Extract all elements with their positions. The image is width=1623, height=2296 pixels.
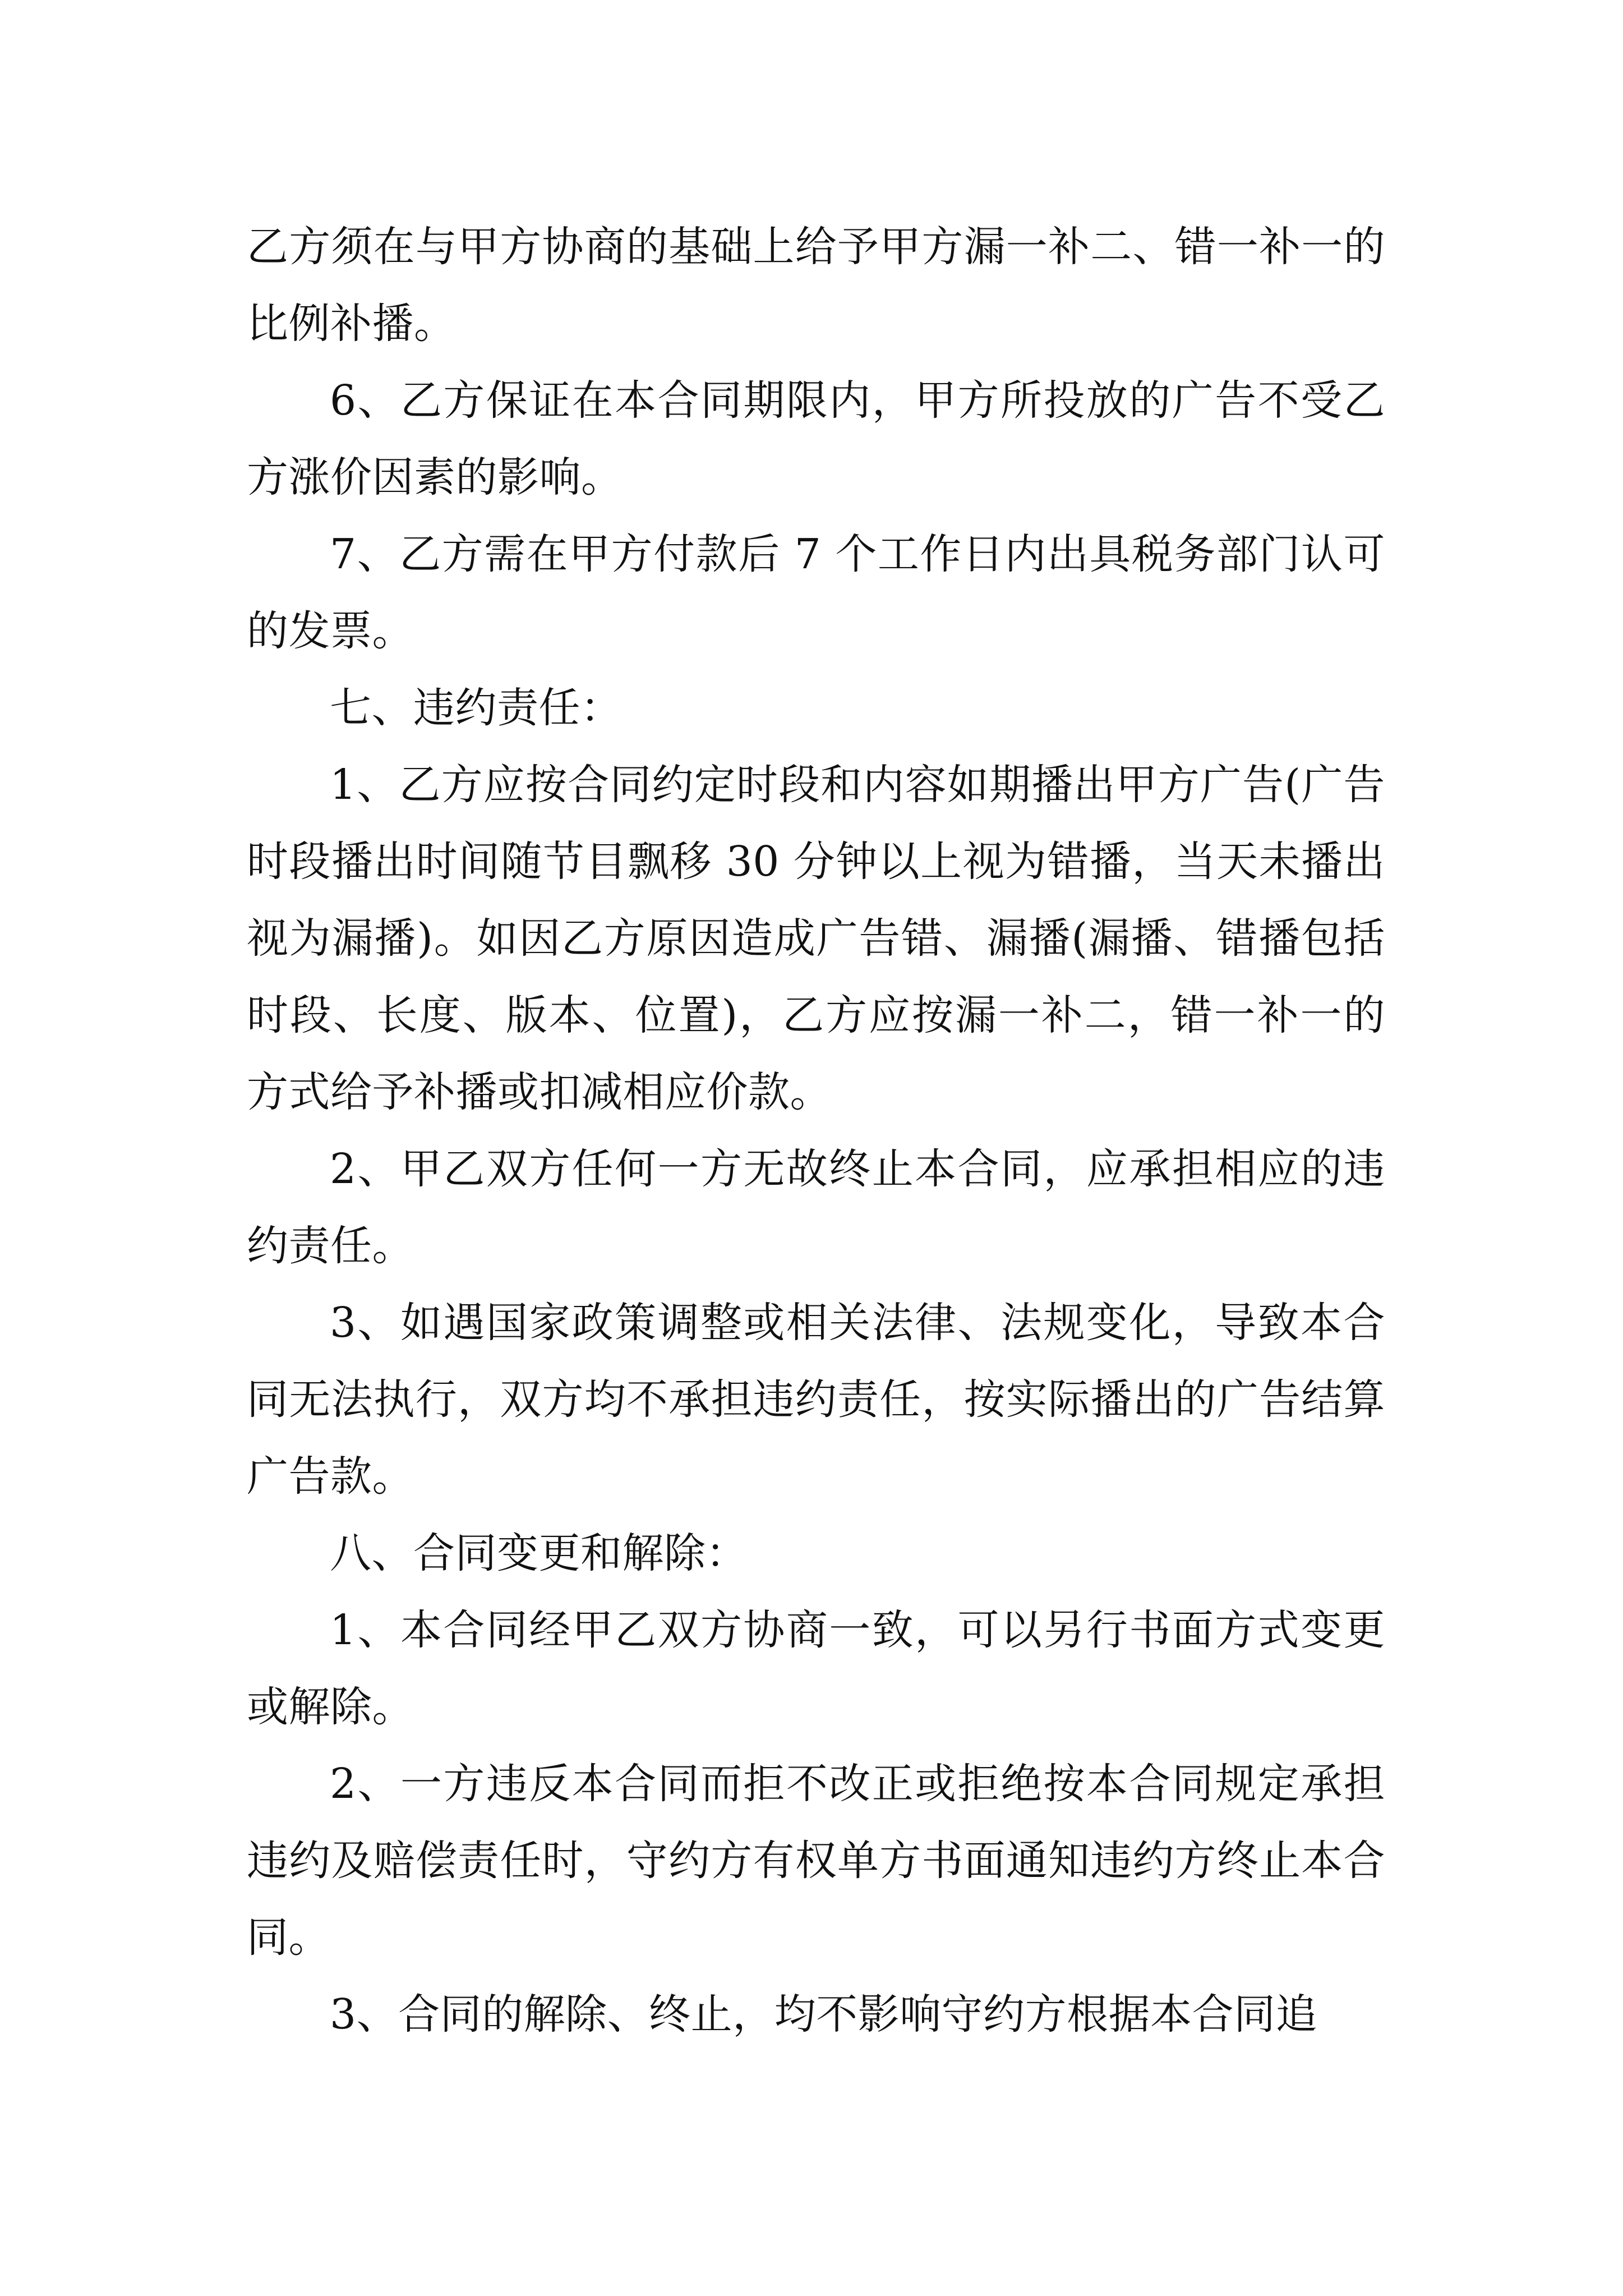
paragraph-change-clause-1: 1、本合同经甲乙双方协商一致，可以另行书面方式变更或解除。 — [247, 1606, 1385, 1731]
paragraph-breach-clause-2: 2、甲乙双方任何一方无故终止本合同，应承担相应的违约责任。 — [247, 1145, 1385, 1270]
section-heading-breach-liability: 七、违约责任： — [330, 684, 623, 732]
section-heading-change-termination: 八、合同变更和解除： — [330, 1529, 748, 1577]
paragraph-clause-6: 6、乙方保证在本合同期限内，甲方所投放的广告不受乙方涨价因素的影响。 — [247, 376, 1385, 501]
paragraph-continuation-makeup-ratio: 乙方须在与甲方协商的基础上给予甲方漏一补二、错一补一的比例补播。 — [247, 223, 1385, 348]
paragraph-breach-clause-1: 1、乙方应按合同约定时段和内容如期播出甲方广告(广告时段播出时间随节目飘移 30 分钟以上视为错播，当天未播出视为漏播)。如因乙方原因造成广告错、漏播(漏播、错播包括时段、长度、版本、位置)，乙方应按漏一补二，错一补一的方式给予补播或扣减相应价款。 — [247, 761, 1385, 1116]
document-body — [247, 209, 1385, 2053]
paragraph-breach-clause-3: 3、如遇国家政策调整或相关法律、法规变化，导致本合同无法执行，双方均不承担违约责任，按实际播出的广告结算广告款。 — [247, 1299, 1385, 1501]
paragraph-change-clause-2: 2、一方违反本合同而拒不改正或拒绝按本合同规定承担违约及赔偿责任时，守约方有权单方书面通知违约方终止本合同。 — [247, 1760, 1385, 1962]
paragraph-clause-7: 7、乙方需在甲方付款后 7 个工作日内出具税务部门认可的发票。 — [247, 530, 1385, 655]
paragraph-change-clause-3: 3、合同的解除、终止，均不影响守约方根据本合同追 — [330, 1990, 1318, 2039]
